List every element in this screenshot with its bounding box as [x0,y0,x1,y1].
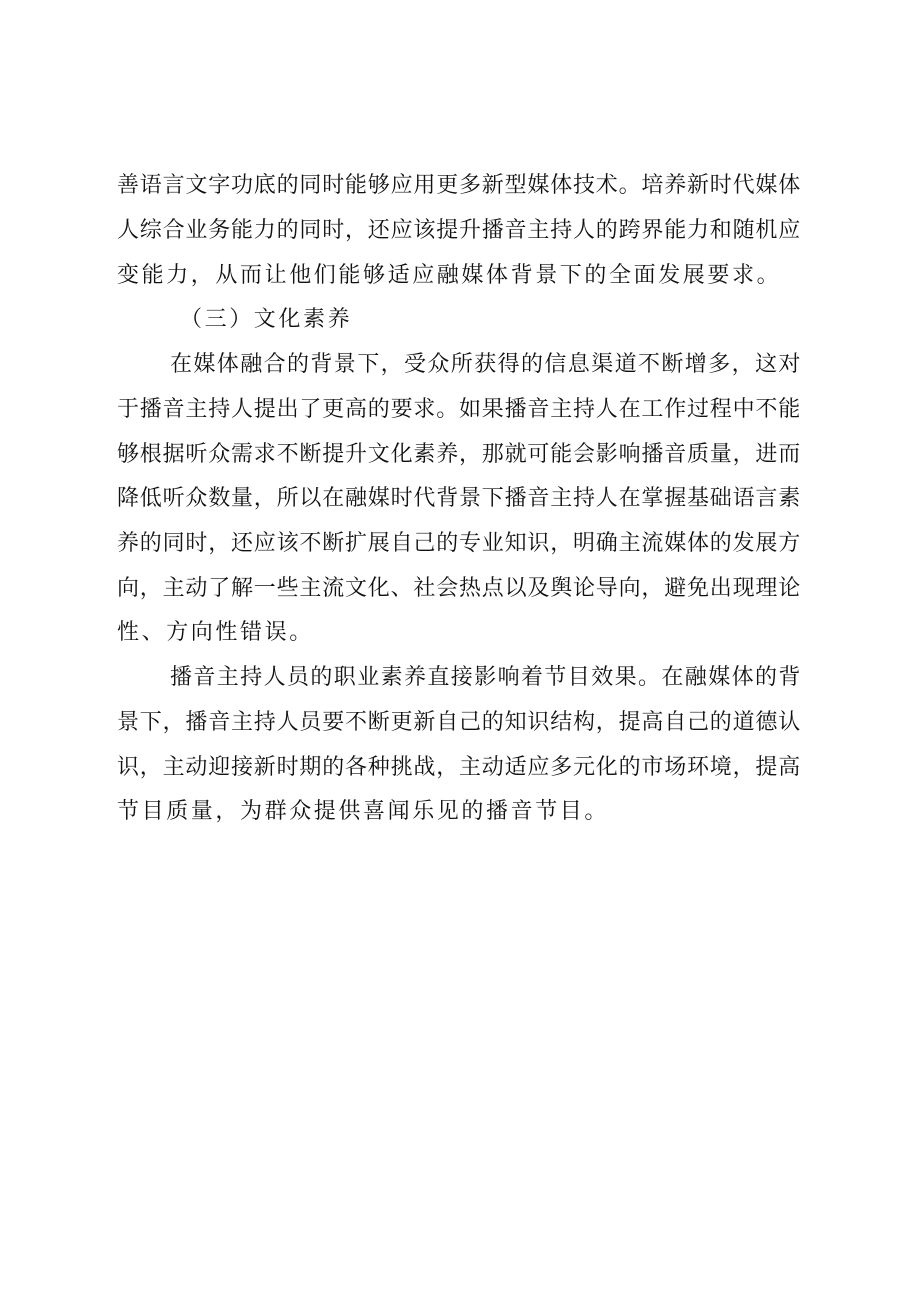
paragraph-2-line-7 [0,613,920,653]
text-line: 在媒体融合的背景下，受众所获得的信息渠道不断增多，这对 [170,352,802,377]
text-line: 识，主动迎接新时期的各种挑战，主动适应多元化的市场环境，提高 [117,755,802,780]
paragraph-1-line-1 [0,166,920,206]
section-heading-text: （三）文化素养 [180,307,353,332]
text-line: 景下，播音主持人员要不断更新自己的知识结构，提高自己的道德认 [117,710,802,735]
paragraph-2-line-1 [0,345,920,385]
text-line: 人综合业务能力的同时，还应该提升播音主持人的跨界能力和随机应 [117,218,802,243]
text-line: 播音主持人员的职业素养直接影响着节目效果。在融媒体的背 [170,665,802,690]
paragraph-1-line-2 [0,211,920,251]
text-line: 于播音主持人提出了更高的要求。如果播音主持人在工作过程中不能 [117,397,802,422]
text-line: 节目质量，为群众提供喜闻乐见的播音节目。 [117,799,610,824]
paragraph-3-line-3 [0,748,920,788]
paragraph-1-line-3 [0,256,920,296]
text-line: 养的同时，还应该不断扩展自己的专业知识，明确主流媒体的发展方 [117,531,802,556]
paragraph-2-line-3 [0,435,920,475]
text-line: 够根据听众需求不断提升文化素养，那就可能会影响播音质量，进而 [117,442,802,467]
paragraph-2-line-5 [0,524,920,564]
paragraph-2-line-6 [0,569,920,609]
text-line: 向，主动了解一些主流文化、社会热点以及舆论导向，避免出现理论 [117,576,802,601]
paragraph-3-line-2 [0,703,920,743]
text-line: 变能力，从而让他们能够适应融媒体背景下的全面发展要求。 [117,263,782,288]
paragraph-2-line-2 [0,390,920,430]
section-heading [0,300,920,340]
paragraph-3-line-1 [0,658,920,698]
paragraph-2-line-4 [0,479,920,519]
text-line: 善语言文字功底的同时能够应用更多新型媒体技术。培养新时代媒体 [117,173,802,198]
text-line: 性、方向性错误。 [117,620,314,645]
text-line: 降低听众数量，所以在融媒时代背景下播音主持人在掌握基础语言素 [117,486,802,511]
paragraph-3-line-4 [0,792,920,832]
